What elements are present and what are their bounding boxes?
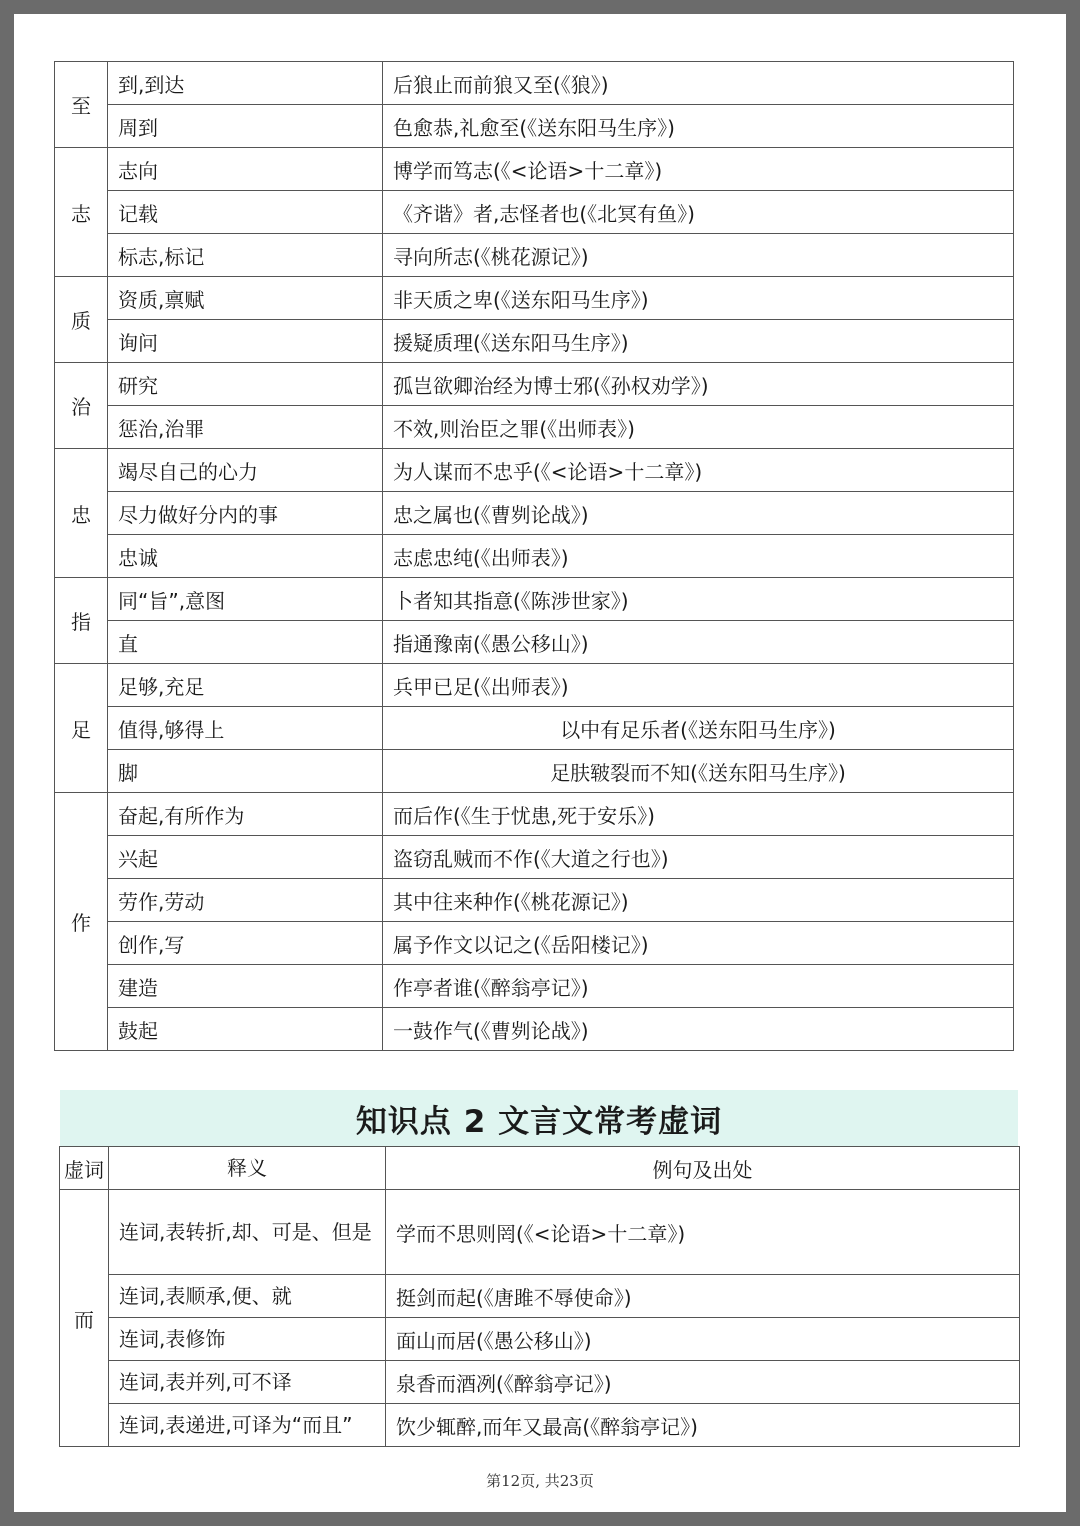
example-cell: 兵甲已足(《出师表》)	[383, 664, 1014, 707]
headword-cell: 志	[55, 148, 108, 277]
meaning-cell: 连词,表递进,可译为“而且”	[109, 1404, 386, 1447]
meaning-cell: 足够,充足	[108, 664, 383, 707]
meaning-cell: 忠诚	[108, 535, 383, 578]
table-row	[60, 1275, 1020, 1318]
example-cell: 泉香而酒冽(《醉翁亭记》)	[386, 1361, 1020, 1404]
example-cell: 《齐谐》者,志怪者也(《北冥有鱼》)	[383, 191, 1014, 234]
example-cell: 非天质之卑(《送东阳马生序》)	[383, 277, 1014, 320]
meaning-cell: 周到	[108, 105, 383, 148]
meaning-cell: 值得,够得上	[108, 707, 383, 750]
example-cell: 而后作(《生于忧患,死于安乐》)	[383, 793, 1014, 836]
meaning-cell: 研究	[108, 363, 383, 406]
table-row	[55, 277, 1014, 320]
headword-cell: 指	[55, 578, 108, 664]
headword-cell: 足	[55, 664, 108, 793]
meaning-cell: 连词,表转折,却、可是、但是	[109, 1190, 386, 1275]
table-row	[55, 965, 1014, 1008]
headword-cell: 而	[60, 1190, 109, 1447]
example-cell: 挺剑而起(《唐雎不辱使命》)	[386, 1275, 1020, 1318]
example-cell: 忠之属也(《曹刿论战》)	[383, 492, 1014, 535]
header-word: 虚词	[60, 1147, 109, 1190]
table-row	[60, 1361, 1020, 1404]
meaning-cell: 连词,表并列,可不译	[109, 1361, 386, 1404]
meaning-cell: 到,到达	[108, 62, 383, 105]
table-row	[55, 62, 1014, 105]
table-header-row	[60, 1147, 1020, 1190]
example-cell: 博学而笃志(《<论语>十二章》)	[383, 148, 1014, 191]
meaning-cell: 直	[108, 621, 383, 664]
meaning-cell: 兴起	[108, 836, 383, 879]
table-row	[55, 492, 1014, 535]
table-row	[55, 922, 1014, 965]
table-row	[55, 793, 1014, 836]
table-row	[55, 449, 1014, 492]
document-page	[14, 14, 1066, 1512]
table-row	[55, 234, 1014, 277]
headword-cell: 忠	[55, 449, 108, 578]
headword-cell: 治	[55, 363, 108, 449]
example-cell: 其中往来种作(《桃花源记》)	[383, 879, 1014, 922]
meaning-cell: 记载	[108, 191, 383, 234]
example-cell: 足肤皲裂而不知(《送东阳马生序》)	[383, 750, 1014, 793]
example-cell: 卜者知其指意(《陈涉世家》)	[383, 578, 1014, 621]
example-cell: 援疑质理(《送东阳马生序》)	[383, 320, 1014, 363]
example-cell: 志虑忠纯(《出师表》)	[383, 535, 1014, 578]
meaning-cell: 询问	[108, 320, 383, 363]
table-row	[55, 105, 1014, 148]
example-cell: 饮少辄醉,而年又最高(《醉翁亭记》)	[386, 1404, 1020, 1447]
example-cell: 指通豫南(《愚公移山》)	[383, 621, 1014, 664]
section-title: 知识点 2 文言文常考虚词	[355, 1103, 723, 1140]
table-row	[55, 406, 1014, 449]
meaning-cell: 同“旨”,意图	[108, 578, 383, 621]
meaning-cell: 资质,禀赋	[108, 277, 383, 320]
table-row	[60, 1404, 1020, 1447]
example-cell: 后狼止而前狼又至(《狼》)	[383, 62, 1014, 105]
headword-cell: 至	[55, 62, 108, 148]
header-example: 例句及出处	[386, 1147, 1020, 1190]
example-cell: 孤岂欲卿治经为博士邪(《孙权劝学》)	[383, 363, 1014, 406]
table-row	[55, 191, 1014, 234]
word-meaning-table	[54, 61, 1014, 1051]
example-cell: 寻向所志(《桃花源记》)	[383, 234, 1014, 277]
table-row	[55, 707, 1014, 750]
meaning-cell: 尽力做好分内的事	[108, 492, 383, 535]
meaning-cell: 连词,表修饰	[109, 1318, 386, 1361]
table-row	[55, 148, 1014, 191]
headword-cell: 作	[55, 793, 108, 1051]
example-cell: 色愈恭,礼愈至(《送东阳马生序》)	[383, 105, 1014, 148]
meaning-cell: 志向	[108, 148, 383, 191]
example-cell: 属予作文以记之(《岳阳楼记》)	[383, 922, 1014, 965]
meaning-cell: 奋起,有所作为	[108, 793, 383, 836]
meaning-cell: 建造	[108, 965, 383, 1008]
section-heading	[60, 1090, 1018, 1146]
table-row	[60, 1190, 1020, 1275]
meaning-cell: 连词,表顺承,便、就	[109, 1275, 386, 1318]
example-cell: 为人谋而不忠乎(《<论语>十二章》)	[383, 449, 1014, 492]
example-cell: 一鼓作气(《曹刿论战》)	[383, 1008, 1014, 1051]
table-row	[55, 664, 1014, 707]
example-cell: 盗窃乱贼而不作(《大道之行也》)	[383, 836, 1014, 879]
meaning-cell: 竭尽自己的心力	[108, 449, 383, 492]
table-row	[55, 1008, 1014, 1051]
table-row	[55, 578, 1014, 621]
page-number: 第12页, 共23页	[486, 1472, 594, 1490]
table-row	[60, 1318, 1020, 1361]
meaning-cell: 创作,写	[108, 922, 383, 965]
table-row	[55, 836, 1014, 879]
example-cell: 以中有足乐者(《送东阳马生序》)	[383, 707, 1014, 750]
meaning-cell: 惩治,治罪	[108, 406, 383, 449]
example-cell: 作亭者谁(《醉翁亭记》)	[383, 965, 1014, 1008]
table-row	[55, 363, 1014, 406]
table-row	[55, 535, 1014, 578]
table-row	[55, 879, 1014, 922]
example-cell: 面山而居(《愚公移山》)	[386, 1318, 1020, 1361]
example-cell: 学而不思则罔(《<论语>十二章》)	[386, 1190, 1020, 1275]
example-cell: 不效,则治臣之罪(《出师表》)	[383, 406, 1014, 449]
header-meaning: 释义	[109, 1147, 386, 1190]
table-row	[55, 320, 1014, 363]
meaning-cell: 鼓起	[108, 1008, 383, 1051]
meaning-cell: 劳作,劳动	[108, 879, 383, 922]
meaning-cell: 标志,标记	[108, 234, 383, 277]
table-row	[55, 621, 1014, 664]
table-row	[55, 750, 1014, 793]
meaning-cell: 脚	[108, 750, 383, 793]
headword-cell: 质	[55, 277, 108, 363]
function-word-table	[59, 1146, 1020, 1447]
